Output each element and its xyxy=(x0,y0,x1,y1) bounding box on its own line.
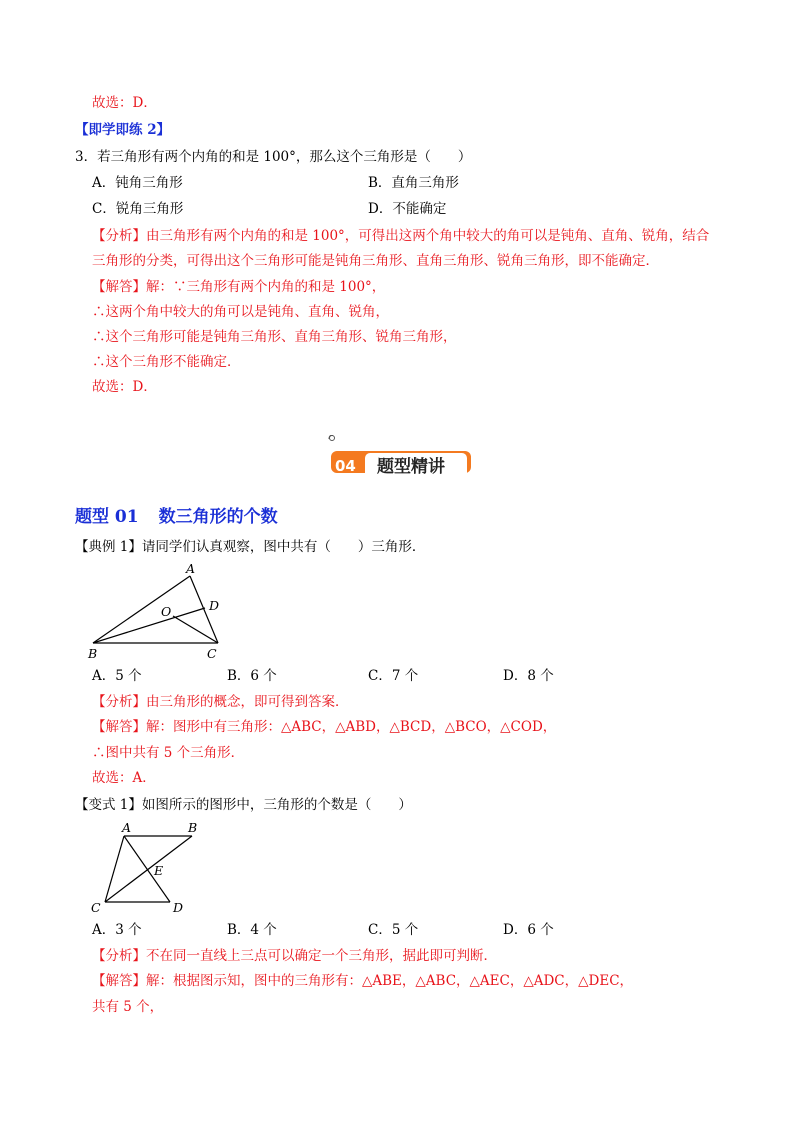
example-option-d: D．8 个 xyxy=(503,668,554,684)
point-label-c: C xyxy=(207,646,217,661)
segment-ab xyxy=(93,576,190,643)
segment-co xyxy=(173,616,218,643)
solution-line-3: ∴这个三角形可能是钝角三角形、直角三角形、锐角三角形， xyxy=(92,329,457,345)
point-label-a: A xyxy=(186,562,196,576)
section-title xyxy=(75,502,278,527)
variant-1-question: 【变式 1】如图所示的图形中，三角形的个数是（ ） xyxy=(75,797,412,813)
solution-line-2: ∴这两个角中较大的角可以是钝角、直角、锐角， xyxy=(92,304,389,320)
point-label-o: O xyxy=(161,604,172,619)
badge-clip-icon xyxy=(330,436,335,441)
example-conclusion: 故选：A． xyxy=(92,770,156,786)
variant-analysis: 【分析】不在同一直线上三点可以确定一个三角形，据此即可判断． xyxy=(92,948,497,964)
section-badge xyxy=(325,435,477,489)
analysis-line-1: 【分析】由三角形有两个内角的和是 100°，可得出这两个角中较大的角可以是钝角、直角、锐角，结合 xyxy=(92,228,710,244)
variant-solution-1: 【解答】解：根据图示知，图中的三角形有：△ABE，△ABC，△AEC，△ADC，△DEC， xyxy=(92,973,634,989)
solution-line-1: 【解答】解：∵三角形有两个内角的和是 100°， xyxy=(92,279,386,295)
example-option-b: B．6 个 xyxy=(227,668,277,684)
option-a: A．钝角三角形 xyxy=(92,175,183,191)
option-d: D．不能确定 xyxy=(368,201,447,217)
point-label-d: D xyxy=(209,598,220,613)
practice-conclusion: 故选：D． xyxy=(92,379,157,395)
question-3-text: 3．若三角形有两个内角的和是 100°，那么这个三角形是（ ） xyxy=(75,149,472,165)
example-solution-1: 【解答】解：图形中有三角形：△ABC，△ABD，△BCD，△BCO，△COD， xyxy=(92,719,557,735)
segment-bc xyxy=(105,836,192,902)
variant-option-b: B．4 个 xyxy=(227,922,277,938)
example-1-figure xyxy=(85,562,235,662)
analysis-line-2: 三角形的分类，可得出这个三角形可能是钝角三角形、直角三角形、锐角三角形，即不能确定． xyxy=(92,253,659,269)
previous-conclusion: 故选：D． xyxy=(92,95,157,111)
option-b: B．直角三角形 xyxy=(368,175,459,191)
point-label-d: D xyxy=(173,900,184,915)
badge-title: 题型精讲 xyxy=(377,457,445,477)
example-option-a: A．5 个 xyxy=(92,668,142,684)
point-label-b: B xyxy=(188,820,198,835)
variant-option-d: D．6 个 xyxy=(503,922,554,938)
option-c: C．锐角三角形 xyxy=(92,201,184,217)
example-option-c: C．7 个 xyxy=(368,668,419,684)
badge-number: 04 xyxy=(335,457,356,475)
solution-line-4: ∴这个三角形不能确定． xyxy=(92,354,241,370)
point-label-c: C xyxy=(91,900,101,915)
variant-option-c: C．5 个 xyxy=(368,922,419,938)
example-analysis: 【分析】由三角形的概念，即可得到答案． xyxy=(92,694,349,710)
section-name: 数三角形的个数 xyxy=(158,507,278,527)
point-label-b: B xyxy=(88,646,98,661)
point-label-e: E xyxy=(154,863,164,878)
example-1-question: 【典例 1】请同学们认真观察，图中共有（ ）三角形． xyxy=(75,539,426,555)
point-label-a: A xyxy=(122,820,132,835)
section-number: 题型 01 xyxy=(75,507,139,527)
example-solution-2: ∴图中共有 5 个三角形． xyxy=(92,745,245,761)
variant-solution-2: 共有 5 个， xyxy=(92,999,164,1015)
variant-1-figure xyxy=(85,818,205,918)
variant-option-a: A．3 个 xyxy=(92,922,142,938)
segment-ac xyxy=(105,836,124,902)
practice-heading: 【即学即练 2】 xyxy=(75,122,171,138)
